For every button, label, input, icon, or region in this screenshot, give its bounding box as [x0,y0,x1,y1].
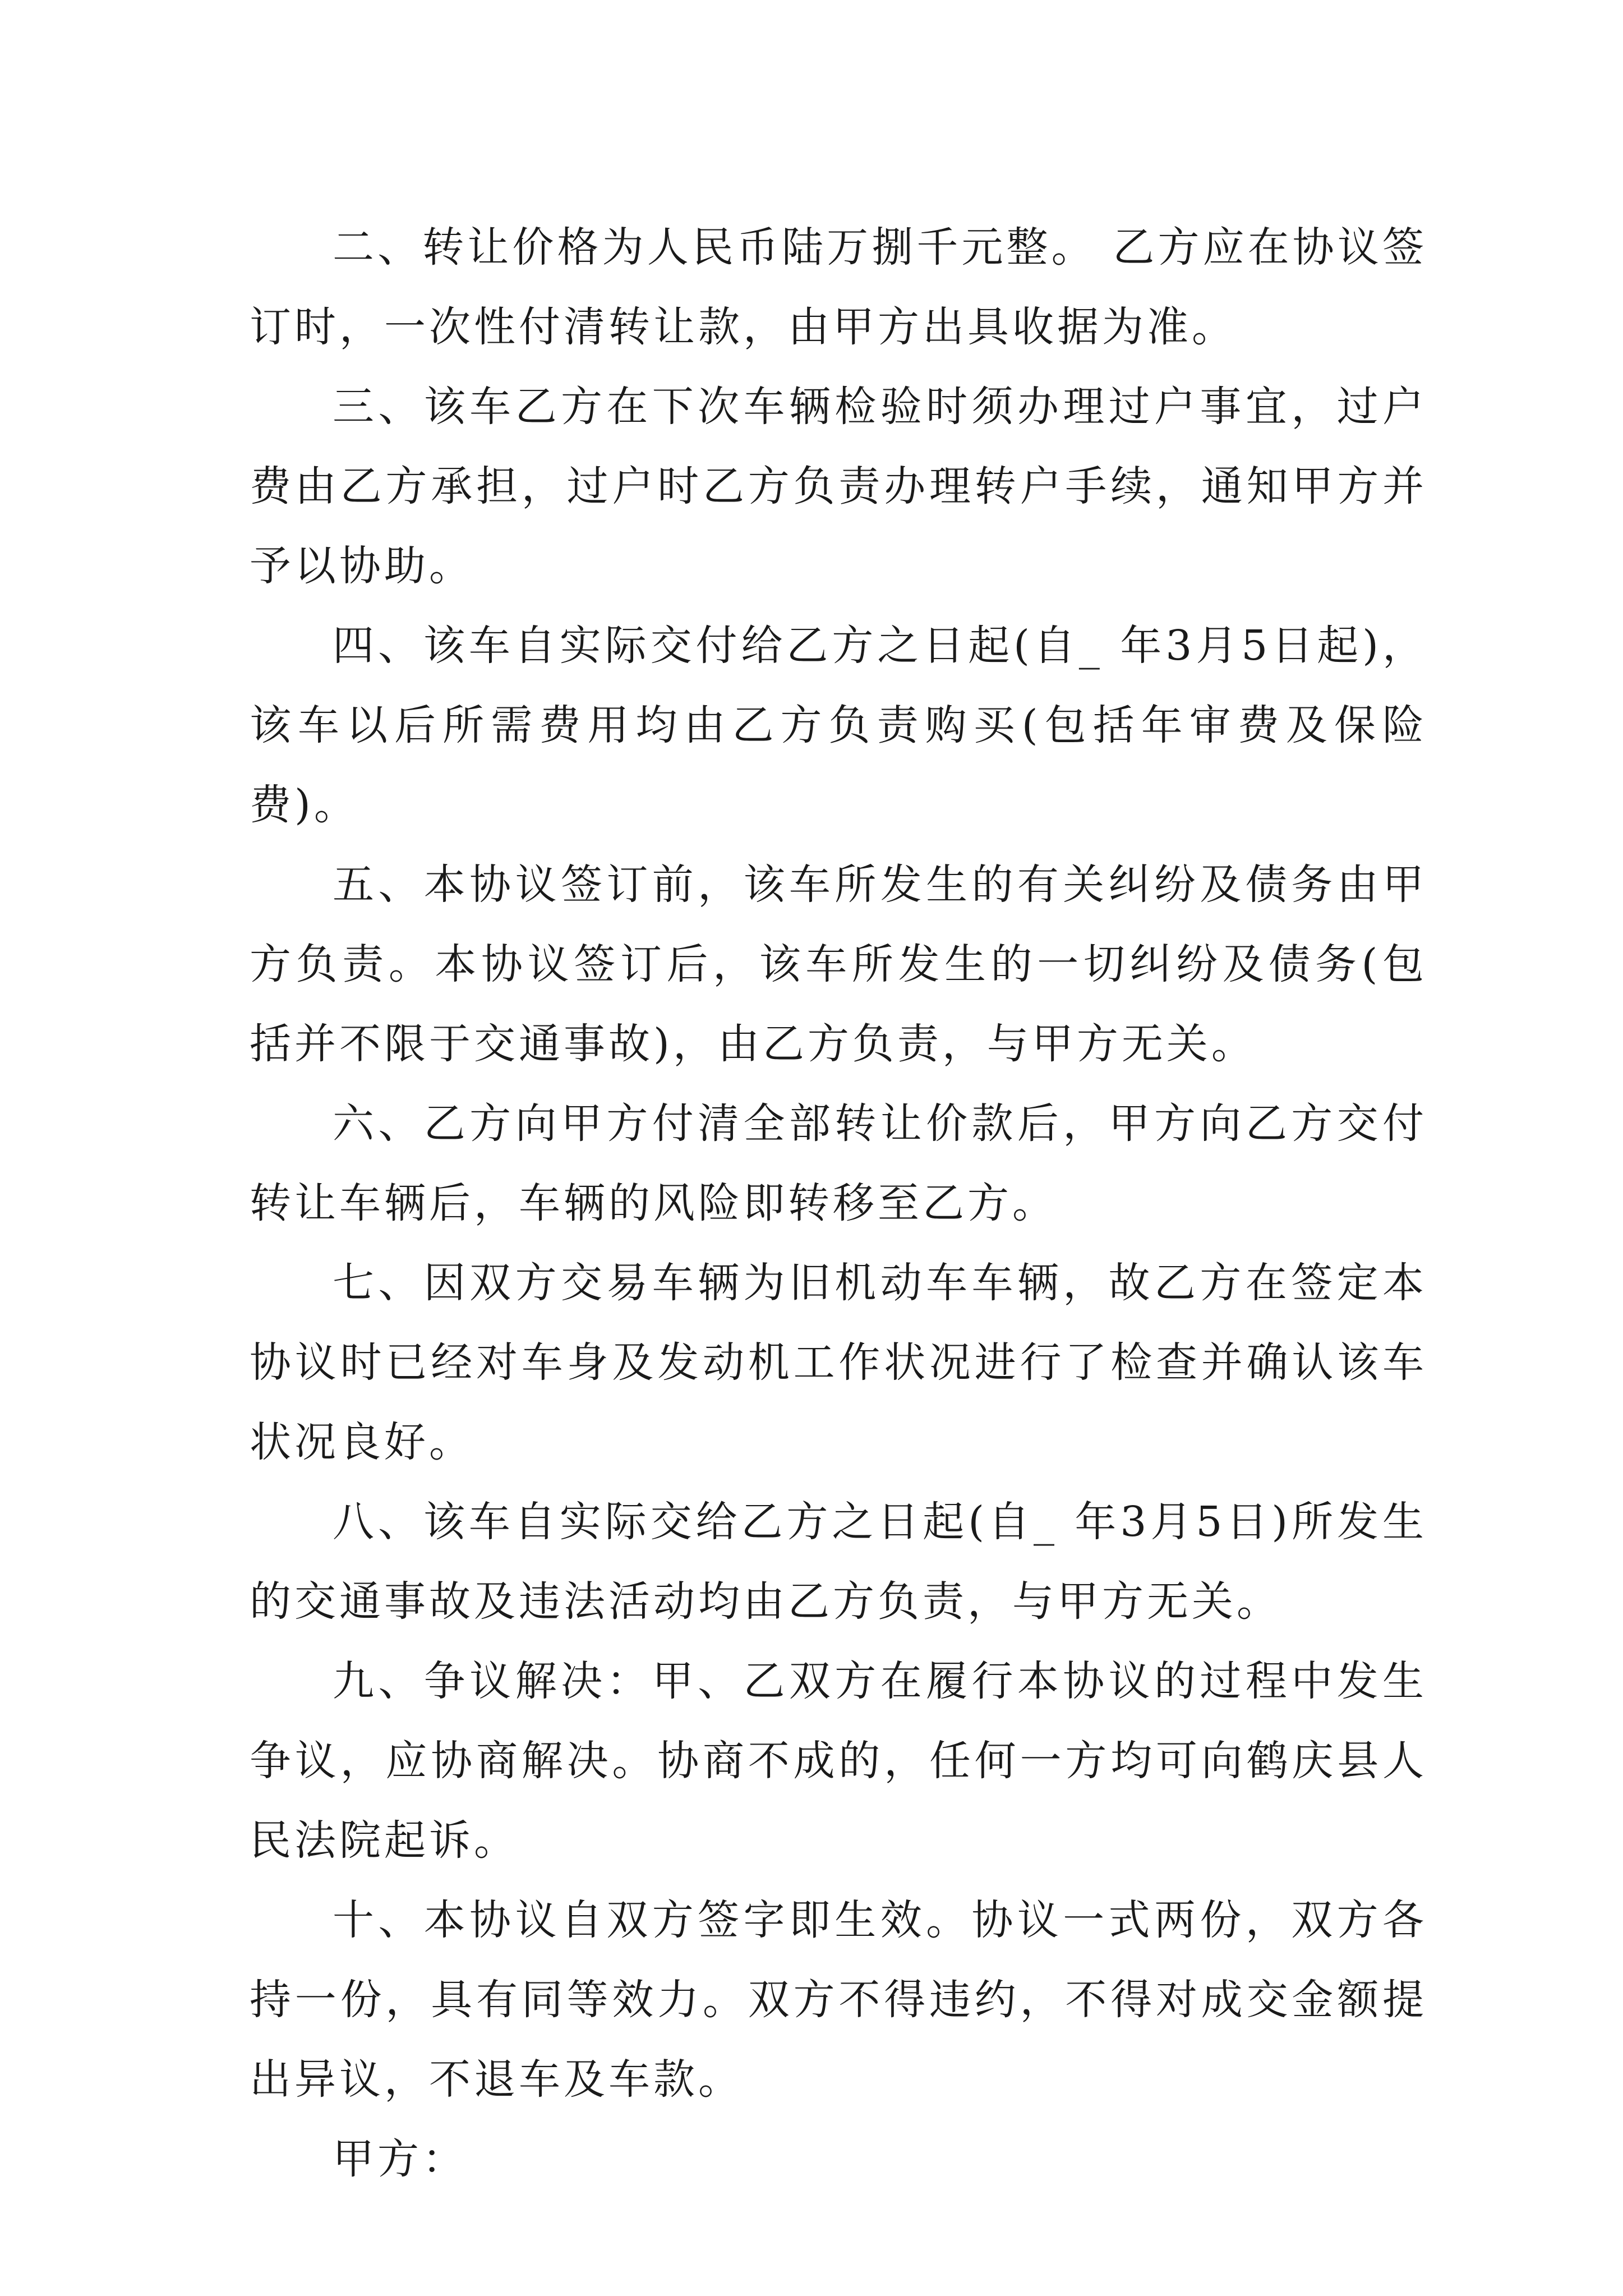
clause-3-paragraph: 三、该车乙方在下次车辆检验时须办理过户事宜，过户费由乙方承担，过户时乙方负责办理转户手续，通知甲方并予以协助。 [250,383,1427,590]
clause-2-paragraph: 二、转让价格为人民币陆万捌千元整。 乙方应在协议签订时，一次性付清转让款，由甲方出具收据为准。 [250,223,1427,351]
clause-7-paragraph: 七、因双方交易车辆为旧机动车车辆，故乙方在签定本协议时已经对车身及发动机工作状况进行了检查并确认该车状况良好。 [250,1259,1427,1466]
clause-10-paragraph: 十、本协议自双方签字即生效。协议一式两份，双方各持一份，具有同等效力。双方不得违约，不得对成交金额提出异议，不退车及车款。 [250,1896,1427,2104]
document-body [250,208,1427,2199]
party-a-signature-label: 甲方： [333,2135,467,2183]
clause-4-paragraph: 四、该车自实际交付给乙方之日起(自_ 年3月5日起)，该车以后所需费用均由乙方负责购买(包括年审费及保险费)。 [250,622,1427,829]
clause-8-paragraph: 八、该车自实际交给乙方之日起(自_ 年3月5日)所发生的交通事故及违法活动均由乙方负责，与甲方无关。 [250,1498,1427,1626]
clause-5-paragraph: 五、本协议签订前，该车所发生的有关纠纷及债务由甲方负责。本协议签订后，该车所发生的一切纠纷及债务(包括并不限于交通事故)，由乙方负责，与甲方无关。 [250,861,1427,1068]
clause-6-paragraph: 六、乙方向甲方付清全部转让价款后，甲方向乙方交付转让车辆后，车辆的风险即转移至乙方。 [250,1099,1427,1227]
clause-9-paragraph: 九、争议解决：甲、乙双方在履行本协议的过程中发生争议，应协商解决。协商不成的，任何一方均可向鹤庆县人民法院起诉。 [250,1657,1427,1865]
